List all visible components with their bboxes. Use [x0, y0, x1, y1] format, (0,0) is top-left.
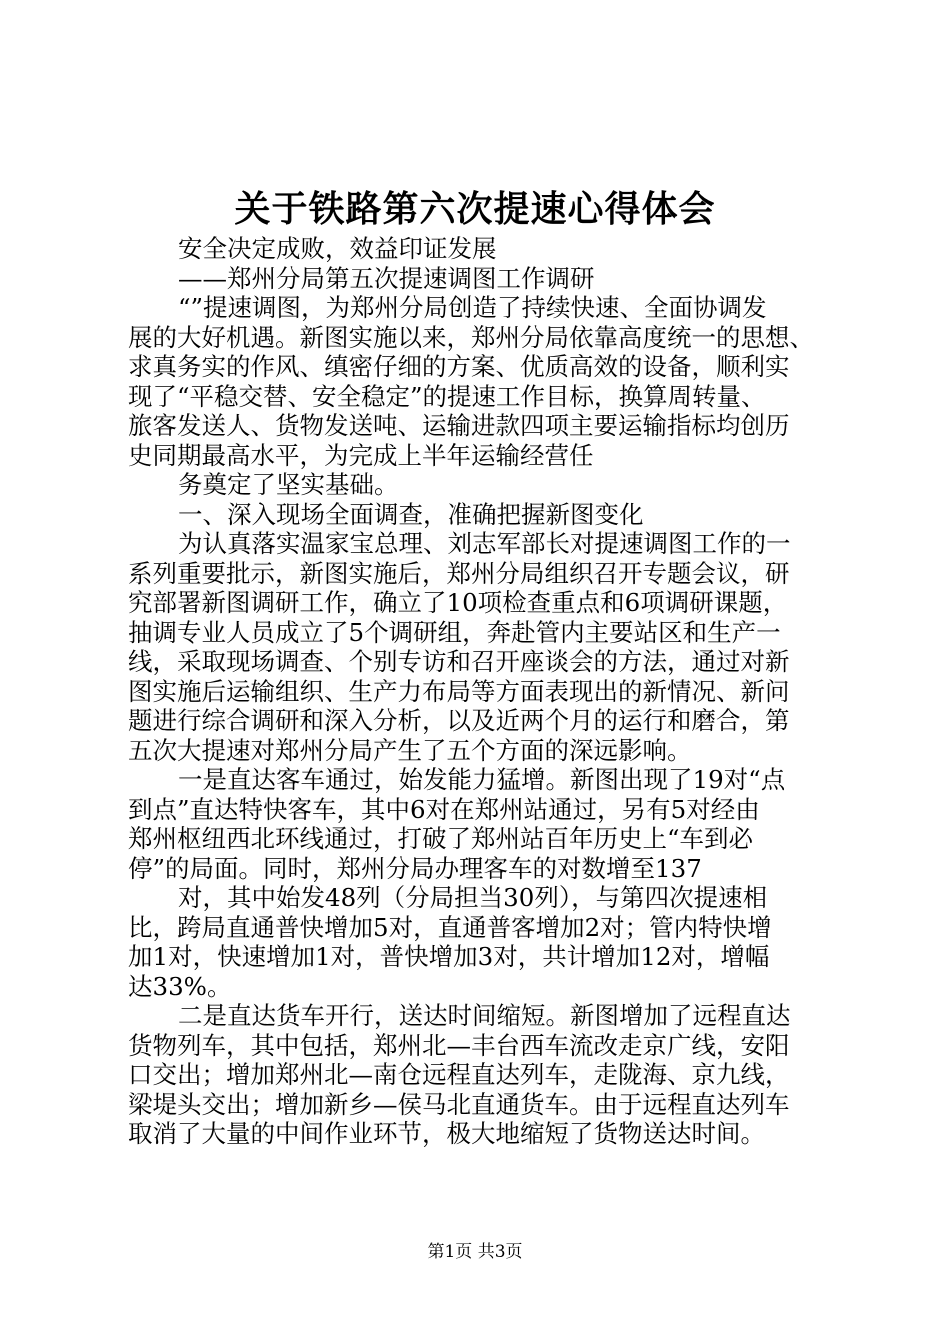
paragraph-line: 口交出；增加郑州北—南仓远程直达列车，走陇海、京九线， — [128, 1060, 790, 1089]
paragraph-line: 史同期最高水平，为完成上半年运输经营任 — [128, 440, 594, 470]
paragraph-line: 到点”直达特快客车，其中6对在郑州站通过，另有5对经由 — [128, 794, 760, 824]
paragraph-line: 线，采取现场调查、个别专访和召开座谈会的方法，通过对新 — [128, 647, 790, 676]
paragraph-line: 旅客发送人、货物发送吨、运输进款四项主要运输指标均创历 — [128, 411, 790, 440]
paragraph-line: 货物列车，其中包括，郑州北—丰台西车流改走京广线，安阳 — [128, 1030, 790, 1060]
paragraph-line: 停”的局面。同时，郑州分局办理客车的对数增至137 — [128, 853, 702, 883]
paragraph-line: 现了“平稳交替、安全稳定”的提速工作目标，换算周转量、 — [128, 381, 766, 411]
paragraph-line: 为认真落实温家宝总理、刘志军部长对提速调图工作的一 — [178, 529, 791, 558]
paragraph-line: 五次大提速对郑州分局产生了五个方面的深远影响。 — [128, 735, 692, 765]
paragraph-line: 比，跨局直通普快增加5对，直通普客增加2对；管内特快增 — [128, 912, 772, 942]
paragraph-line: 梁堤头交出；增加新乡—侯马北直通货车。由于远程直达列车 — [128, 1089, 790, 1119]
paragraph-line: 系列重要批示，新图实施后，郑州分局组织召开专题会议，研 — [128, 558, 790, 588]
paragraph-line: 达33%。 — [128, 971, 232, 1001]
paragraph-line: 展的大好机遇。新图实施以来，郑州分局依靠高度统一的思想、 — [128, 322, 814, 352]
paragraph-line: 取消了大量的中间作业环节，极大地缩短了货物送达时间。 — [128, 1119, 765, 1148]
paragraph-line: 务奠定了坚实基础。 — [178, 470, 399, 499]
paragraph-line: “”提速调图，为郑州分局创造了持续快速、全面协调发 — [178, 293, 767, 322]
paragraph-line: 对，其中始发48列（分局担当30列），与第四次提速相 — [178, 883, 768, 912]
paragraph-line: 安全决定成败，效益印证发展 — [178, 234, 497, 263]
paragraph-line: 题进行综合调研和深入分析，以及近两个月的运行和磨合，第 — [128, 706, 790, 735]
paragraph-line: 求真务实的作风、缜密仔细的方案、优质高效的设备，顺利实 — [128, 352, 790, 381]
section-heading: 一、深入现场全面调查，准确把握新图变化 — [178, 499, 644, 529]
paragraph-line: 究部署新图调研工作，确立了10项检查重点和6项调研课题， — [128, 588, 788, 617]
paragraph-line: 二是直达货车开行，送达时间缩短。新图增加了远程直达 — [178, 1001, 791, 1030]
document-body — [128, 234, 834, 1149]
paragraph-line: 郑州枢纽西北环线通过，打破了郑州站百年历史上“车到必 — [128, 824, 754, 853]
paragraph-line: 加1对，快速增加1对，普快增加3对，共计增加12对，增幅 — [128, 942, 770, 971]
paragraph-line: 一是直达客车通过，始发能力猛增。新图出现了19对“点 — [178, 765, 786, 794]
paragraph-line: ——郑州分局第五次提速调图工作调研 — [178, 263, 595, 293]
paragraph-line: 图实施后运输组织、生产力布局等方面表现出的新情况、新问 — [128, 676, 790, 706]
page-number-footer: 第1页 共3页 — [427, 1242, 523, 1262]
document-title: 关于铁路第六次提速心得体会 — [234, 188, 716, 230]
paragraph-line: 抽调专业人员成立了5个调研组，奔赴管内主要站区和生产一 — [128, 617, 781, 647]
